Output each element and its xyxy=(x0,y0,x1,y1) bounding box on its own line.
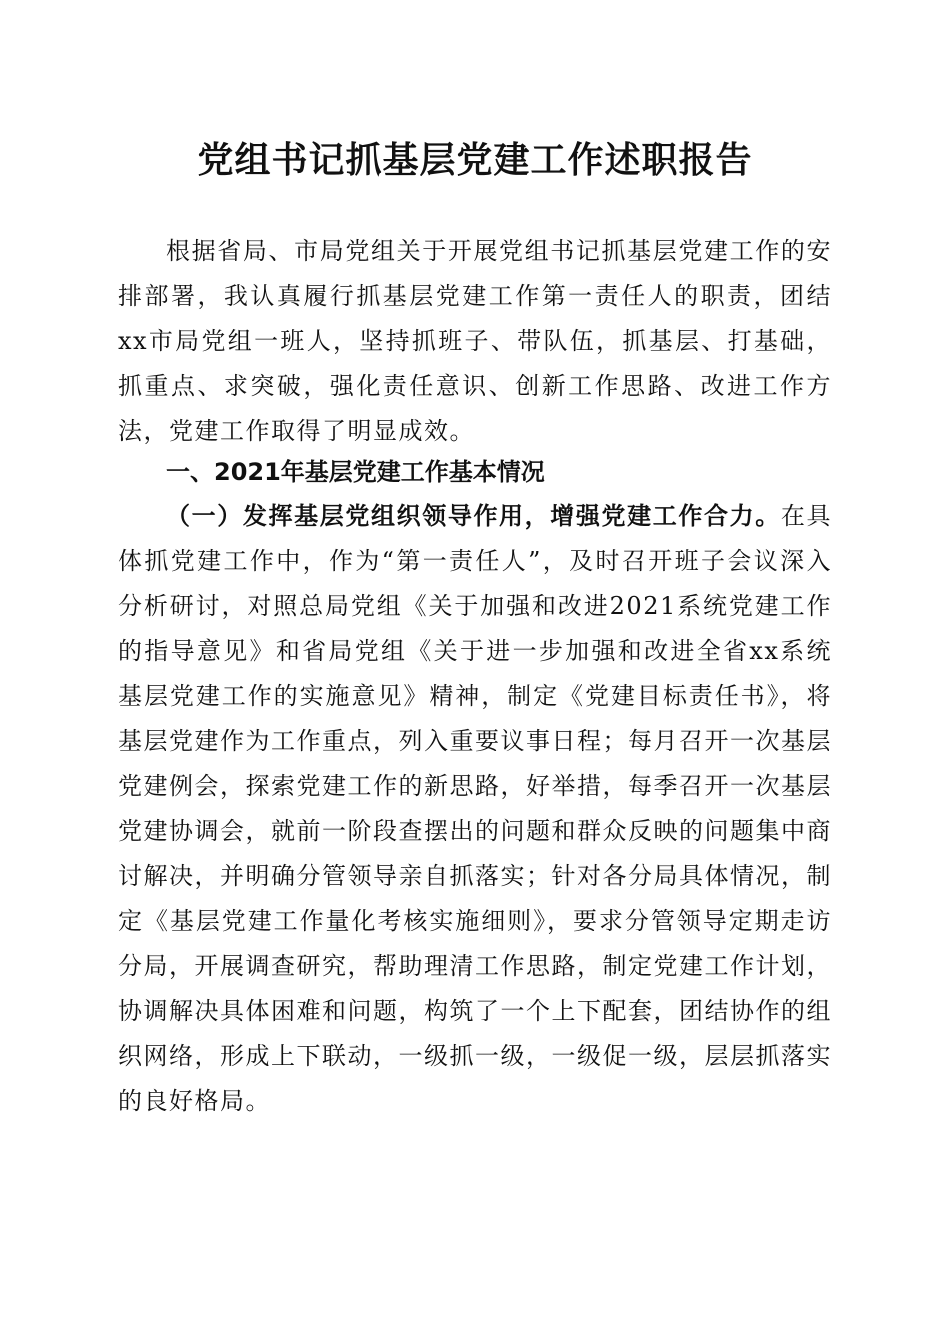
subsection-body: 在具体抓党建工作中，作为“第一责任人”，及时召开班子会议深入分析研讨，对照总局党组《关于加强和改进2021系统党建工作的指导意见》和省局党组《关于进一步加强和改进全省xx系统基层党建工作的实施意见》精神，制定《党建目标责任书》，将基层党建作为工作重点，列入重要议事日程；每月召开一次基层党建例会，探索党建工作的新思路，好举措，每季召开一次基层党建协调会，就前一阶段查摆出的问题和群众反映的问题集中商讨解决，并明确分管领导亲自抓落实；针对各分局具体情况，制定《基层党建工作量化考核实施细则》，要求分管领导定期走访分局，开展调查研究，帮助理清工作思路，制定党建工作计划，协调解决具体困难和问题，构筑了一个上下配套，团结协作的组织网络，形成上下联动，一级抓一级，一级促一级，层层抓落实的良好格局。 xyxy=(118,502,833,1115)
subsection-lead: （一）发挥基层党组织领导作用，增强党建工作合力。 xyxy=(166,501,781,530)
document-title: 党组书记抓基层党建工作述职报告 xyxy=(197,139,753,181)
subsection-paragraph xyxy=(118,493,832,1124)
intro-paragraph: 根据省局、市局党组关于开展党组书记抓基层党建工作的安排部署，我认真履行抓基层党建工作第一责任人的职责，团结xx市局党组一班人，坚持抓班子、带队伍，抓基层、打基础，抓重点、求突破，强化责任意识、创新工作思路、改进工作方法，党建工作取得了明显成效。 xyxy=(118,237,832,445)
section-heading: 一、2021年基层党建工作基本情况 xyxy=(166,458,545,486)
